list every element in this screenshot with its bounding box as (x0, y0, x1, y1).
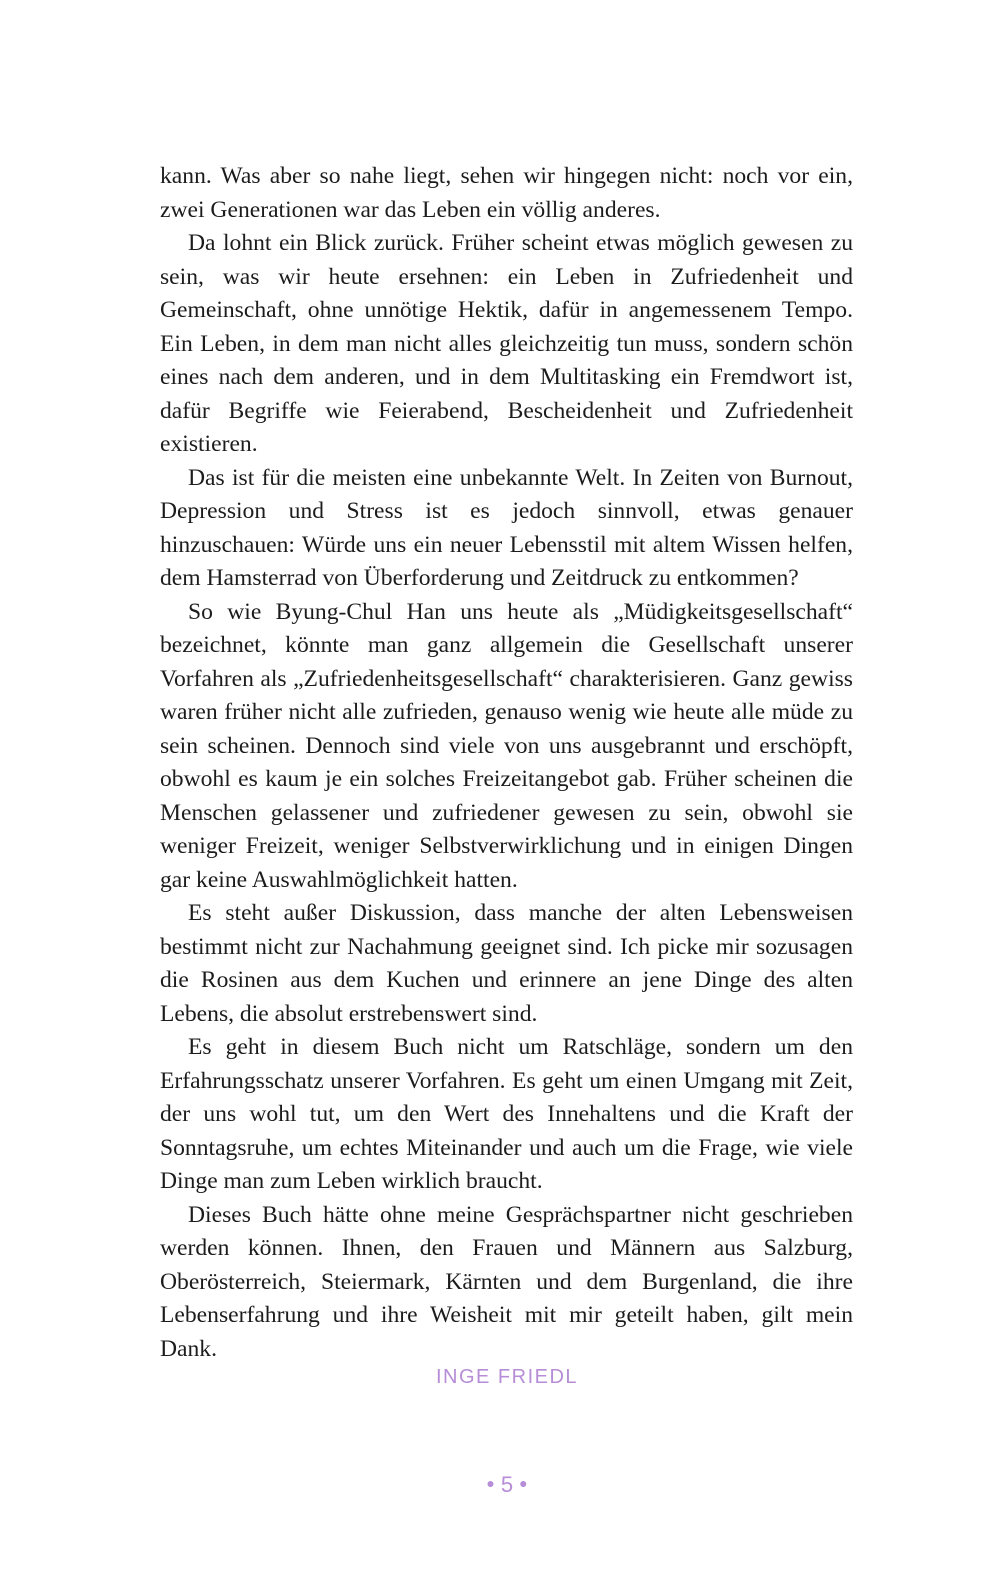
paragraph: Das ist für die meisten eine unbekannte Welt. In Zeiten von Burnout, Depression und Stress ist es jedoch sinnvoll, etwas genauer hinzuschauen: Würde uns ein neuer Lebensstil mit altem Wissen helfen, dem Hamsterrad von Überforderung und Zeitdruck zu entkommen? (160, 464, 853, 591)
author-signature: INGE FRIEDL (435, 1366, 579, 1388)
paragraph: Es geht in diesem Buch nicht um Ratschläge, sondern um den Erfahrungsschatz unserer Vorfahren. Es geht um einen Umgang mit Zeit, der uns wohl tut, um den Wert des Innehaltens und die Kraft der Sonntagsruhe, um echtes Miteinander und auch um die Frage, wie viele Dinge man zum Leben wirklich braucht. (160, 1034, 853, 1194)
paragraph: Dieses Buch hätte ohne meine Gesprächspartner nicht geschrieben werden können. Ihnen, den Frauen und Männern aus Salzburg, Oberösterreich, Steiermark, Kärnten und dem Burgenland, die ihre Lebenserfahrung und ihre Weisheit mit mir geteilt haben, gilt mein Dank. (160, 1201, 853, 1362)
left-dot-ornament: ● (486, 1475, 495, 1491)
page-number-footer (0, 1472, 1000, 1498)
paragraph: Da lohnt ein Blick zurück. Früher scheint etwas möglich gewesen zu sein, was wir heute ersehnen: ein Leben in Zufriedenheit und Gemeinschaft, ohne unnötige Hektik, dafür in angemessenem Tempo. Ein Leben, in dem man nicht alles gleichzeitig tun muss, sondern schön eines nach dem anderen, und in dem Multitasking ein Fremdwort ist, dafür Begriffe wie Feierabend, Bescheidenheit und Zufriedenheit existieren. (160, 230, 853, 457)
body-text (160, 160, 853, 1366)
paragraph: Es steht außer Diskussion, dass manche der alten Lebensweisen bestimmt nicht zur Nachahmung geeignet sind. Ich picke mir sozusagen die Rosinen aus dem Kuchen und erinnere an jene Dinge des alten Lebens, die absolut erstrebenswert sind. (160, 900, 853, 1027)
paragraph: So wie Byung-Chul Han uns heute als „Müdigkeitsgesellschaft“ bezeichnet, könnte man ganz allgemein die Gesellschaft unserer Vorfahren als „Zufriedenheitsgesellschaft“ charakterisieren. Ganz gewiss waren früher nicht alle zufrieden, genauso wenig wie heute alle müde zu sein scheinen. Dennoch sind viele von uns ausgebrannt und erschöpft, obwohl es kaum je ein solches Freizeitangebot gab. Früher scheinen die Menschen gelassener und zufriedener gewesen zu sein, obwohl sie weniger Freizeit, weniger Selbstverwirklichung und in einigen Dingen gar keine Auswahlmöglichkeit hatten. (160, 598, 853, 893)
page-number: 5 (500, 1472, 514, 1497)
paragraph: kann. Was aber so nahe liegt, sehen wir hingegen nicht: noch vor ein, zwei Generationen war das Leben ein völlig anderes. (160, 163, 853, 223)
right-dot-ornament: ● (519, 1475, 528, 1491)
